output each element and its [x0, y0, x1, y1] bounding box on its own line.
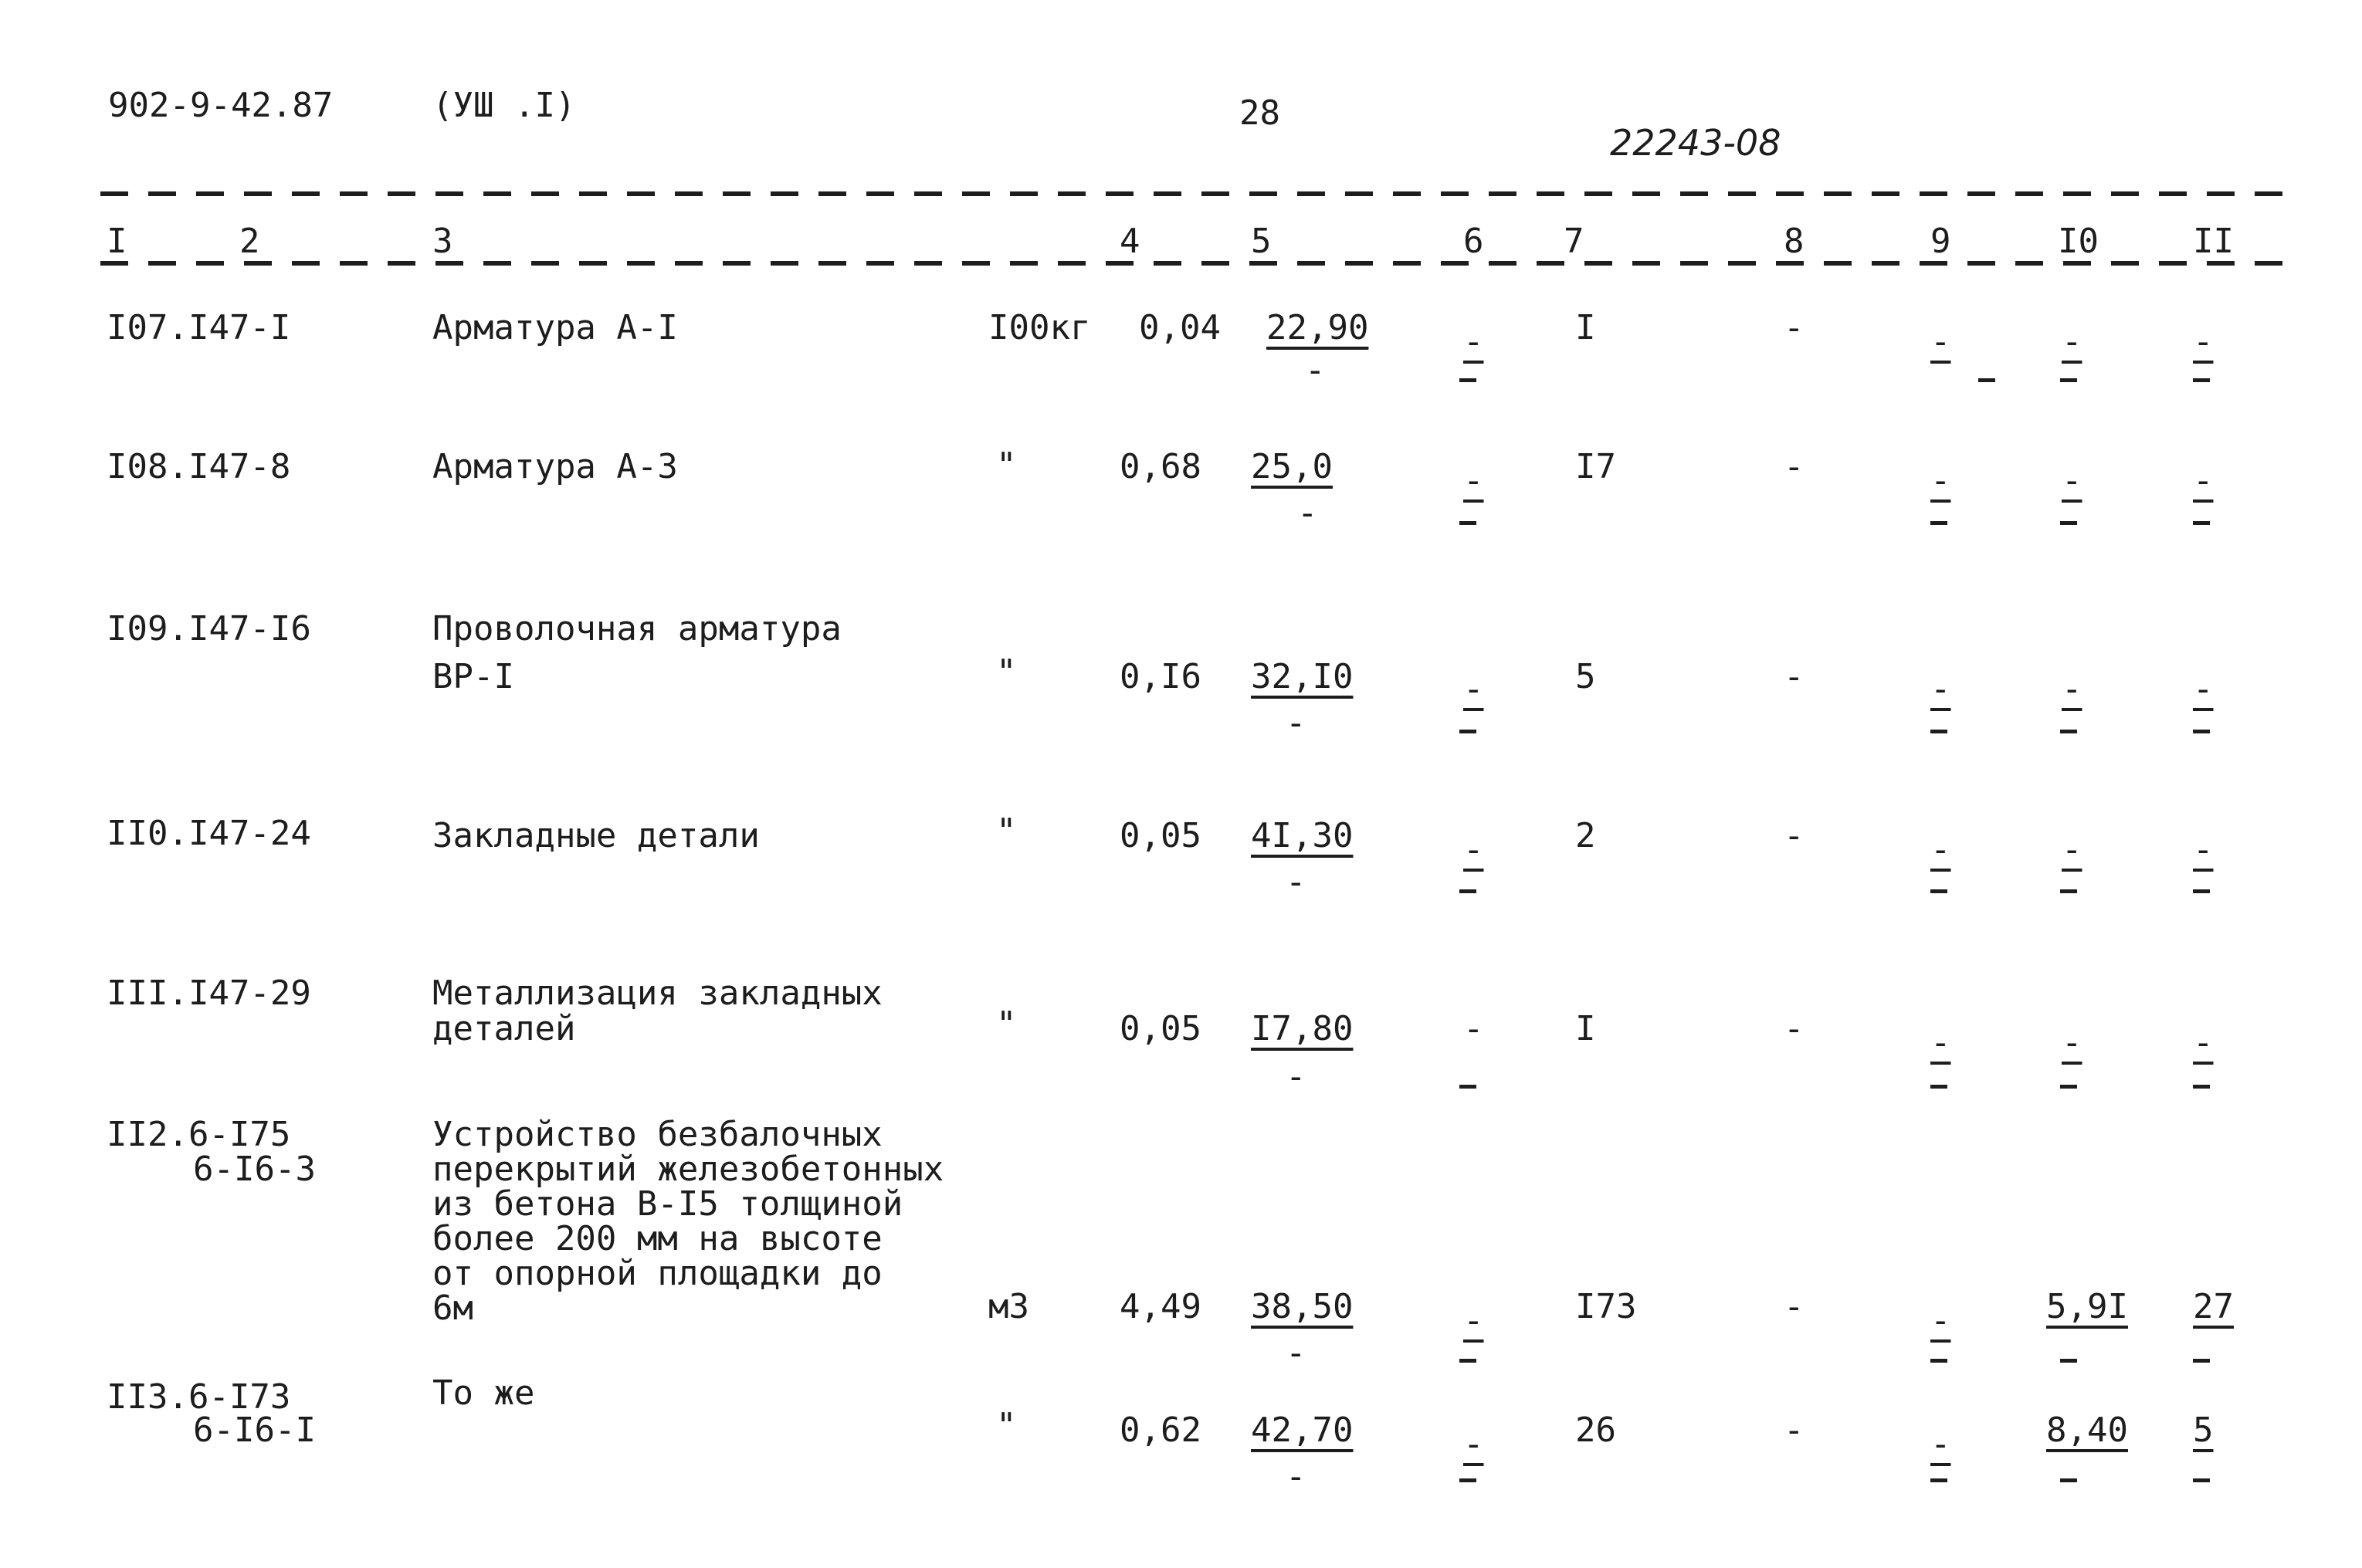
column-header-1: I: [107, 222, 127, 261]
row-description-line: BP-I: [432, 657, 514, 696]
row-dash-mark: [1459, 1085, 1476, 1089]
page-number: 28: [1239, 93, 1280, 133]
row-col8: -: [1784, 657, 1805, 696]
column-header-5: 5: [1251, 222, 1272, 261]
row-col7: I73: [1575, 1287, 1637, 1326]
row-unit: ": [996, 1406, 1017, 1445]
row-col6: -: [1463, 322, 1484, 361]
row-price: 22,90: [1266, 308, 1369, 347]
row-price-sub: -: [1286, 862, 1306, 902]
row-col6: -: [1463, 461, 1484, 500]
row-description: Проволочная арматура: [432, 609, 842, 649]
row-price: 42,70: [1251, 1411, 1354, 1450]
row-col9: -: [1930, 1301, 1951, 1340]
row-col9: -: [1930, 1424, 1951, 1464]
row-code: II2.6-I75: [107, 1115, 291, 1154]
row-col10: -: [2062, 322, 2082, 361]
row-dash-mark: [2060, 1085, 2077, 1089]
row-dash-mark: [2060, 1478, 2077, 1482]
row-col6: -: [1463, 1009, 1484, 1048]
row-col10: 8,40: [2046, 1411, 2128, 1450]
row-col8: -: [1784, 447, 1805, 486]
column-header-7: 7: [1564, 222, 1584, 261]
row-col10: -: [2062, 461, 2082, 500]
row-quantity: 0,68: [1120, 447, 1201, 486]
row-col8: -: [1784, 308, 1805, 347]
row-description-line: перекрытий железобетонных: [432, 1150, 944, 1189]
row-dash-mark: [1978, 378, 1995, 382]
row-col7: 26: [1575, 1411, 1616, 1450]
row-description-line: более 200 мм на высоте: [432, 1219, 883, 1258]
row-dash-mark: [1459, 1359, 1476, 1363]
row-col11: 27: [2193, 1287, 2234, 1326]
stamp-number: 22243-08: [1610, 122, 1781, 164]
column-header-3: 3: [432, 222, 453, 261]
row-dash-mark: [2060, 521, 2077, 525]
row-unit: ": [996, 1004, 1017, 1044]
column-header-2: 2: [239, 222, 260, 261]
row-col7: 5: [1575, 657, 1596, 696]
row-dash-mark: [1930, 1359, 1947, 1363]
row-col11: -: [2193, 1023, 2214, 1062]
row-code: II3.6-I73: [107, 1377, 291, 1417]
row-col11: -: [2193, 830, 2214, 869]
row-dash-mark: [2193, 1359, 2210, 1363]
row-col8: -: [1784, 816, 1805, 855]
row-dash-mark: [1459, 521, 1476, 525]
row-dash-mark: [2193, 1478, 2210, 1482]
row-col9: -: [1930, 1023, 1951, 1062]
row-quantity: 0,05: [1120, 816, 1201, 855]
row-description: Металлизация закладных: [432, 974, 883, 1013]
row-code: III.I47-29: [107, 974, 311, 1013]
row-description-line: Устройство безбалочных: [432, 1115, 883, 1154]
row-dash-mark: [2193, 378, 2210, 382]
row-col9: -: [1930, 830, 1951, 869]
row-price-sub: -: [1286, 1333, 1306, 1373]
row-col7: I: [1575, 1009, 1596, 1048]
row-quantity: 0,04: [1139, 308, 1221, 347]
column-header-10: I0: [2058, 222, 2099, 261]
row-code: II0.I47-24: [107, 814, 311, 853]
row-description-line: 6м: [432, 1289, 473, 1328]
row-description-line: из бетона B-I5 толщиной: [432, 1184, 903, 1224]
row-dash-mark: [1930, 730, 1947, 733]
row-dash-mark: [1930, 521, 1947, 525]
row-quantity: 0,05: [1120, 1009, 1201, 1048]
row-price-sub: -: [1286, 1457, 1306, 1496]
row-code-secondary: 6-I6-3: [193, 1150, 316, 1189]
row-col6: -: [1463, 1424, 1484, 1464]
row-dash-mark: [2193, 730, 2210, 733]
row-col10: 5,9I: [2046, 1287, 2128, 1326]
row-col6: -: [1463, 830, 1484, 869]
row-price: 38,50: [1251, 1287, 1354, 1326]
row-quantity: 0,I6: [1120, 657, 1201, 696]
row-col7: 2: [1575, 816, 1596, 855]
row-col9: -: [1930, 322, 1951, 361]
column-header-6: 6: [1463, 222, 1484, 261]
row-price: I7,80: [1251, 1009, 1354, 1048]
row-unit: ": [996, 811, 1017, 851]
row-code: I09.I47-I6: [107, 609, 311, 649]
row-col8: -: [1784, 1411, 1805, 1450]
row-price: 4I,30: [1251, 816, 1354, 855]
row-col6: -: [1463, 1301, 1484, 1340]
row-dash-mark: [2060, 378, 2077, 382]
row-description: Арматура A-3: [432, 447, 678, 486]
row-dash-mark: [1459, 730, 1476, 733]
column-header-4: 4: [1120, 222, 1140, 261]
row-col6: -: [1463, 669, 1484, 709]
row-dash-mark: [1930, 889, 1947, 893]
row-col11: -: [2193, 461, 2214, 500]
column-header-11: II: [2193, 222, 2234, 261]
row-unit: I00кг: [988, 308, 1091, 347]
row-description: Арматура A-I: [432, 308, 678, 347]
row-col7: I7: [1575, 447, 1616, 486]
row-quantity: 0,62: [1120, 1411, 1201, 1450]
row-quantity: 4,49: [1120, 1287, 1201, 1326]
row-col10: -: [2062, 1023, 2082, 1062]
row-dash-mark: [2193, 1085, 2210, 1089]
column-header-9: 9: [1930, 222, 1951, 261]
row-dash-mark: [2060, 730, 2077, 733]
row-col8: -: [1784, 1009, 1805, 1048]
row-col11: -: [2193, 322, 2214, 361]
row-description-line: деталей: [432, 1009, 576, 1048]
row-dash-mark: [2193, 521, 2210, 525]
row-dash-mark: [1459, 889, 1476, 893]
row-dash-mark: [2060, 1359, 2077, 1363]
row-unit: ": [996, 652, 1017, 692]
row-dash-mark: [1459, 1478, 1476, 1482]
row-col9: -: [1930, 461, 1951, 500]
row-price-sub: -: [1286, 703, 1306, 743]
row-price-sub: -: [1286, 1057, 1306, 1096]
row-code-secondary: 6-I6-I: [193, 1411, 316, 1450]
document-code: 902-9-42.87: [108, 86, 334, 125]
row-dash-mark: [2193, 889, 2210, 893]
row-dash-mark: [1930, 1478, 1947, 1482]
row-price-sub: -: [1297, 493, 1318, 533]
row-col11: 5: [2193, 1411, 2214, 1450]
row-code: I07.I47-I: [107, 308, 291, 347]
row-col8: -: [1784, 1287, 1805, 1326]
row-col11: -: [2193, 669, 2214, 709]
row-price: 32,I0: [1251, 657, 1354, 696]
row-unit: ": [996, 445, 1017, 485]
row-price: 25,0: [1251, 447, 1333, 486]
row-col10: -: [2062, 669, 2082, 709]
column-header-8: 8: [1784, 222, 1805, 261]
section-label: (УШ .I): [432, 86, 576, 125]
row-price-sub: -: [1305, 351, 1326, 390]
row-dash-mark: [1459, 378, 1476, 382]
row-description-line: от опорной площадки до: [432, 1254, 883, 1293]
header-divider-bottom: [100, 261, 2286, 266]
row-col9: -: [1930, 669, 1951, 709]
row-dash-mark: [1930, 1085, 1947, 1089]
row-col7: I: [1575, 308, 1596, 347]
row-col10: -: [2062, 830, 2082, 869]
row-description: Закладные детали: [432, 816, 760, 855]
row-dash-mark: [2060, 889, 2077, 893]
row-unit: м3: [988, 1287, 1029, 1326]
header-divider-top: [100, 191, 2286, 196]
row-description: То же: [432, 1373, 535, 1413]
row-code: I08.I47-8: [107, 447, 291, 486]
